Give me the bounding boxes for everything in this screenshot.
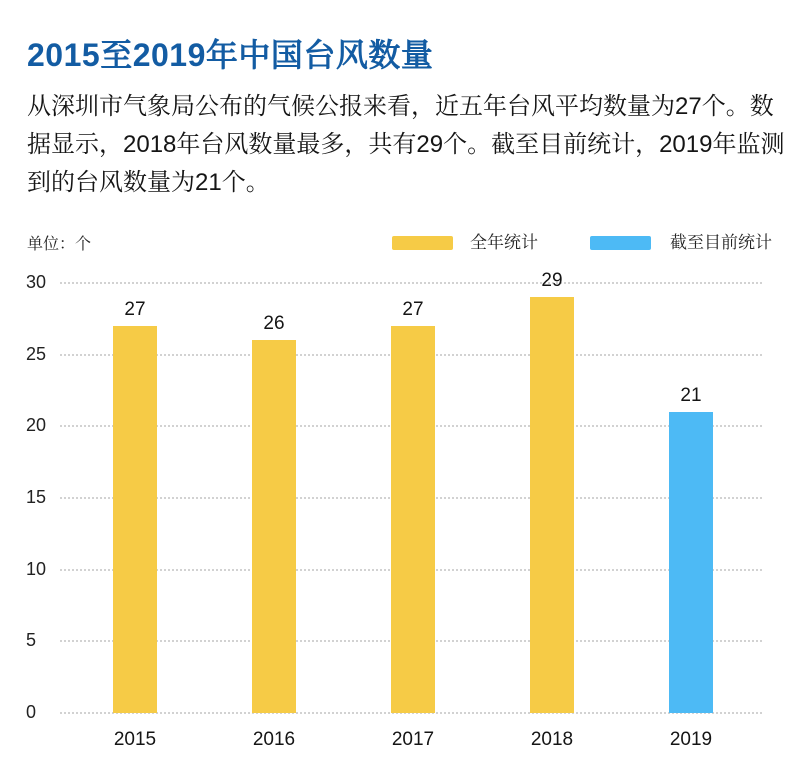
y-axis-tick-label: 10 <box>26 558 47 579</box>
bar-value-label: 26 <box>263 313 285 335</box>
x-axis-label: 2017 <box>391 729 435 750</box>
bar-2015 <box>113 326 157 713</box>
x-axis-label: 2019 <box>669 729 713 750</box>
bar-2017 <box>391 326 435 713</box>
bar-2016 <box>252 340 296 713</box>
bar-value-label: 29 <box>541 270 563 292</box>
legend-label-to-date: 截至目前统计 <box>670 233 772 252</box>
y-axis-tick-label: 5 <box>26 630 37 651</box>
y-axis-tick-label: 20 <box>26 415 47 436</box>
y-axis-tick-label: 0 <box>26 702 37 722</box>
x-axis-label: 2018 <box>530 729 574 750</box>
gridline <box>60 282 762 284</box>
y-axis-tick-label: 30 <box>26 272 47 292</box>
bar-2018 <box>530 297 574 713</box>
bar-2019 <box>669 412 713 713</box>
x-axis-label: 2015 <box>113 729 157 750</box>
bar-value-label: 27 <box>124 299 146 320</box>
y-axis-tick-label: 15 <box>26 487 47 507</box>
description-text: 从深圳市气象局公布的气候公报来看，近五年台风平均数量为27个。数据显示，2018年台风数量最多，共有29个。截至目前统计，2019年监测到的台风数量为21个。 <box>27 93 785 196</box>
bar-value-label: 21 <box>680 385 702 406</box>
unit-label: 单位：个 <box>27 236 92 253</box>
legend-label-annual: 全年统计 <box>470 233 538 252</box>
y-axis-tick-label: 25 <box>26 343 47 364</box>
x-axis-label: 2016 <box>252 729 296 750</box>
page-title: 2015至2019年中国台风数量 <box>27 37 434 73</box>
bar-value-label: 27 <box>402 299 424 320</box>
